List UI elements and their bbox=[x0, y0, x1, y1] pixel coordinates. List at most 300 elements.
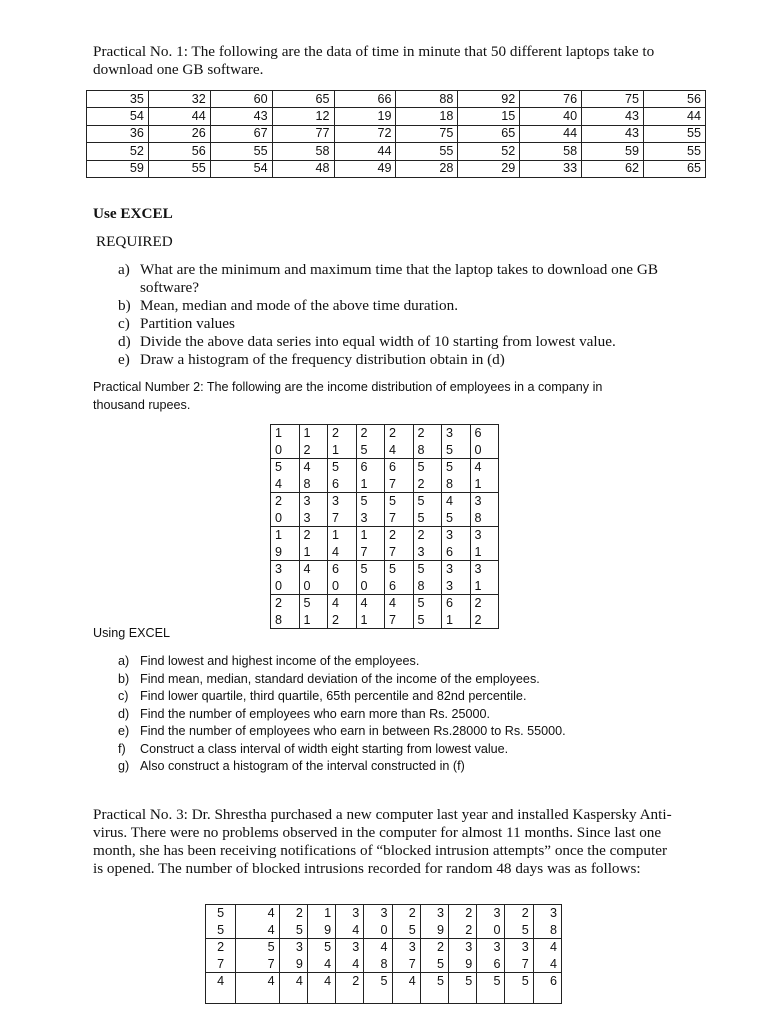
cell-digit: 1 bbox=[332, 528, 340, 542]
cell-digit: 2 bbox=[474, 612, 482, 627]
cell-digit: 2 bbox=[389, 426, 397, 440]
cell-digit: 1 bbox=[474, 476, 482, 491]
cell-digit: 3 bbox=[437, 906, 445, 920]
cell-digit: 5 bbox=[267, 940, 275, 954]
table-row bbox=[87, 108, 706, 125]
question-item bbox=[118, 351, 678, 369]
table-cell: 76 bbox=[520, 91, 582, 108]
table-cell: 36 bbox=[87, 125, 149, 142]
cell-digit: 2 bbox=[417, 528, 425, 542]
cell-digit: 7 bbox=[389, 612, 397, 627]
cell-digit: 2 bbox=[465, 906, 473, 920]
table-cell bbox=[392, 939, 420, 973]
table-cell bbox=[206, 973, 236, 1004]
practical-1-questions bbox=[118, 261, 678, 369]
cell-digit: 6 bbox=[332, 476, 340, 491]
table-cell bbox=[279, 973, 307, 1004]
cell-digit: 5 bbox=[446, 510, 454, 525]
cell-digit: 3 bbox=[549, 906, 557, 920]
table-cell bbox=[356, 459, 385, 493]
table-row bbox=[271, 527, 499, 561]
question-text: Find lower quartile, third quartile, 65th percentile and 82nd percentile. bbox=[140, 689, 527, 703]
practical-1-text: : The following are the data of time in minute that 50 different laptops take to download one GB software. bbox=[93, 43, 655, 78]
table-cell: 65 bbox=[272, 91, 334, 108]
table-cell: 55 bbox=[644, 143, 706, 160]
cell-digit: 6 bbox=[474, 426, 482, 440]
table-cell bbox=[385, 493, 414, 527]
table-cell: 66 bbox=[334, 91, 396, 108]
table-row bbox=[271, 493, 499, 527]
cell-digit: 5 bbox=[417, 510, 425, 525]
table-cell bbox=[299, 595, 328, 629]
cell-digit: 7 bbox=[217, 956, 225, 971]
table-cell bbox=[442, 459, 471, 493]
table-row bbox=[271, 425, 499, 459]
cell-digit: 5 bbox=[417, 562, 425, 576]
table-cell: 15 bbox=[458, 108, 520, 125]
cell-digit: 2 bbox=[474, 596, 482, 610]
cell-digit: 1 bbox=[275, 426, 283, 440]
cell-digit: 2 bbox=[275, 596, 283, 610]
table-cell bbox=[413, 595, 442, 629]
table-cell: 32 bbox=[148, 91, 210, 108]
cell-digit: 4 bbox=[549, 940, 557, 954]
question-text: Draw a histogram of the frequency distribution obtain in (d) bbox=[140, 351, 505, 368]
table-cell bbox=[413, 493, 442, 527]
cell-digit: 8 bbox=[474, 510, 482, 525]
cell-digit: 3 bbox=[360, 510, 368, 525]
cell-digit: 7 bbox=[389, 510, 397, 525]
question-item bbox=[118, 333, 678, 351]
cell-digit: 1 bbox=[303, 612, 311, 627]
cell-digit: 4 bbox=[332, 596, 340, 610]
cell-digit: 6 bbox=[549, 974, 557, 988]
practical-3-text: Practical No. 3: Dr. Shrestha purchased a new computer last year and installed Kaspersky Anti-virus. There were no problems observed in the computer for almost 11 months. Since last one month, she has been receiving notifications of “blocked intrusion attempts” once the computer is opened. The number of blocked intrusions recorded for random 48 days was as follows: bbox=[93, 806, 672, 877]
cell-digit: 2 bbox=[303, 442, 311, 457]
table-cell bbox=[328, 459, 357, 493]
table-cell bbox=[477, 973, 505, 1004]
cell-digit: 4 bbox=[408, 974, 416, 988]
question-item bbox=[118, 723, 618, 741]
cell-digit: 5 bbox=[217, 906, 225, 920]
practical-1-heading: Practical No. 1 bbox=[93, 43, 184, 60]
table-cell bbox=[385, 527, 414, 561]
cell-digit: 3 bbox=[446, 578, 454, 593]
cell-digit: 7 bbox=[389, 476, 397, 491]
cell-digit: 4 bbox=[332, 544, 340, 559]
cell-digit: 0 bbox=[474, 442, 482, 457]
table-cell: 54 bbox=[87, 108, 149, 125]
question-text: Mean, median and mode of the above time duration. bbox=[140, 297, 458, 314]
question-item bbox=[118, 741, 618, 759]
table-cell: 65 bbox=[644, 160, 706, 177]
cell-digit: 2 bbox=[303, 528, 311, 542]
table-cell: 62 bbox=[582, 160, 644, 177]
cell-digit: 1 bbox=[360, 612, 368, 627]
table-cell: 12 bbox=[272, 108, 334, 125]
question-item bbox=[118, 671, 618, 689]
table-cell: 55 bbox=[644, 125, 706, 142]
table-cell bbox=[385, 561, 414, 595]
using-excel-heading: Using EXCEL bbox=[93, 626, 170, 640]
cell-digit: 0 bbox=[332, 578, 340, 593]
table-row bbox=[271, 595, 499, 629]
table-cell: 44 bbox=[334, 143, 396, 160]
question-text: Construct a class interval of width eight starting from lowest value. bbox=[140, 741, 509, 756]
table-cell: 77 bbox=[272, 125, 334, 142]
cell-digit: 4 bbox=[295, 974, 303, 988]
cell-digit: 9 bbox=[275, 544, 283, 559]
cell-digit: 7 bbox=[332, 510, 340, 525]
question-text: Find mean, median, standard deviation of the income of the employees. bbox=[140, 671, 540, 686]
cell-digit: 4 bbox=[324, 956, 332, 971]
cell-digit: 9 bbox=[324, 922, 332, 937]
cell-digit: 2 bbox=[437, 940, 445, 954]
table-cell: 56 bbox=[148, 143, 210, 160]
cell-digit: 1 bbox=[303, 426, 311, 440]
cell-digit: 3 bbox=[275, 562, 283, 576]
cell-digit: 1 bbox=[332, 442, 340, 457]
cell-digit: 2 bbox=[217, 940, 225, 954]
table-cell bbox=[299, 459, 328, 493]
table-cell bbox=[449, 905, 477, 939]
question-label: c) bbox=[118, 315, 130, 332]
cell-digit: 4 bbox=[389, 596, 397, 610]
cell-digit: 5 bbox=[446, 442, 454, 457]
cell-digit: 5 bbox=[493, 974, 501, 988]
table-cell bbox=[307, 973, 335, 1004]
cell-digit: 4 bbox=[324, 974, 332, 988]
cell-digit: 5 bbox=[417, 494, 425, 508]
table-cell: 88 bbox=[396, 91, 458, 108]
table-cell: 75 bbox=[582, 91, 644, 108]
table-row bbox=[87, 143, 706, 160]
cell-digit: 3 bbox=[474, 494, 482, 508]
cell-digit: 3 bbox=[408, 940, 416, 954]
table-cell bbox=[470, 459, 499, 493]
question-text: Partition values bbox=[140, 315, 235, 332]
cell-digit: 6 bbox=[493, 956, 501, 971]
table-row bbox=[206, 973, 562, 1004]
table-row bbox=[271, 561, 499, 595]
cell-digit: 5 bbox=[521, 922, 529, 937]
cell-digit: 4 bbox=[360, 596, 368, 610]
table-cell bbox=[364, 939, 392, 973]
cell-digit: 9 bbox=[437, 922, 445, 937]
cell-digit: 4 bbox=[217, 974, 225, 988]
cell-digit: 3 bbox=[303, 494, 311, 508]
table-cell bbox=[271, 527, 300, 561]
table-cell bbox=[328, 527, 357, 561]
cell-digit: 4 bbox=[389, 442, 397, 457]
table-cell bbox=[392, 905, 420, 939]
table-cell bbox=[336, 905, 364, 939]
table-cell bbox=[236, 905, 279, 939]
table-cell bbox=[279, 939, 307, 973]
table-cell bbox=[356, 527, 385, 561]
cell-digit: 5 bbox=[465, 974, 473, 988]
cell-digit: 9 bbox=[465, 956, 473, 971]
table-row bbox=[87, 91, 706, 108]
table-cell bbox=[477, 905, 505, 939]
table-cell bbox=[442, 561, 471, 595]
question-item bbox=[118, 315, 678, 333]
question-label: b) bbox=[118, 671, 130, 686]
table-cell: 44 bbox=[644, 108, 706, 125]
question-item bbox=[118, 297, 678, 315]
cell-digit: 5 bbox=[360, 442, 368, 457]
table-cell bbox=[206, 905, 236, 939]
question-label: g) bbox=[118, 759, 130, 773]
cell-digit: 5 bbox=[295, 922, 303, 937]
table-cell bbox=[470, 527, 499, 561]
table-cell bbox=[442, 493, 471, 527]
table-cell bbox=[364, 973, 392, 1004]
cell-digit: 5 bbox=[217, 922, 225, 937]
table-cell: 26 bbox=[148, 125, 210, 142]
table-cell bbox=[336, 973, 364, 1004]
cell-digit: 4 bbox=[352, 956, 360, 971]
cell-digit: 3 bbox=[295, 940, 303, 954]
cell-digit: 6 bbox=[389, 460, 397, 474]
cell-digit: 6 bbox=[360, 460, 368, 474]
table-cell: 29 bbox=[458, 160, 520, 177]
table-cell bbox=[413, 425, 442, 459]
table-cell bbox=[470, 561, 499, 595]
cell-digit: 3 bbox=[474, 528, 482, 542]
cell-digit: 3 bbox=[474, 562, 482, 576]
cell-digit: 0 bbox=[380, 922, 388, 937]
cell-digit: 4 bbox=[303, 460, 311, 474]
table-cell: 52 bbox=[458, 143, 520, 160]
table-cell bbox=[413, 527, 442, 561]
table-cell bbox=[279, 905, 307, 939]
cell-digit: 8 bbox=[549, 922, 557, 937]
table-cell bbox=[271, 561, 300, 595]
table-cell: 92 bbox=[458, 91, 520, 108]
table-cell bbox=[470, 595, 499, 629]
table-cell: 67 bbox=[210, 125, 272, 142]
practical-2-text: Practical Number 2: The following are the income distribution of employees in a company in thousand rupees. bbox=[93, 380, 603, 412]
table-cell bbox=[505, 939, 533, 973]
cell-digit: 7 bbox=[521, 956, 529, 971]
question-label: b) bbox=[118, 297, 131, 314]
table-cell: 18 bbox=[396, 108, 458, 125]
cell-digit: 2 bbox=[352, 974, 360, 988]
cell-digit: 5 bbox=[360, 562, 368, 576]
table-cell bbox=[385, 459, 414, 493]
cell-digit: 2 bbox=[360, 426, 368, 440]
cell-digit: 1 bbox=[474, 578, 482, 593]
cell-digit: 0 bbox=[303, 578, 311, 593]
table-cell bbox=[328, 425, 357, 459]
table-cell: 72 bbox=[334, 125, 396, 142]
cell-digit: 3 bbox=[332, 494, 340, 508]
question-item bbox=[118, 758, 618, 776]
table-cell bbox=[271, 595, 300, 629]
table-cell bbox=[442, 595, 471, 629]
cell-digit: 5 bbox=[275, 460, 283, 474]
question-item bbox=[118, 688, 618, 706]
cell-digit: 4 bbox=[380, 940, 388, 954]
table-cell bbox=[328, 561, 357, 595]
table-cell: 49 bbox=[334, 160, 396, 177]
cell-digit: 8 bbox=[417, 442, 425, 457]
practical-2-questions bbox=[118, 653, 618, 776]
cell-digit: 3 bbox=[446, 562, 454, 576]
blocked-intrusions-table bbox=[205, 904, 562, 1004]
cell-digit: 5 bbox=[417, 612, 425, 627]
table-cell: 58 bbox=[272, 143, 334, 160]
cell-digit: 0 bbox=[493, 922, 501, 937]
table-cell: 52 bbox=[87, 143, 149, 160]
table-cell bbox=[328, 493, 357, 527]
question-item bbox=[118, 261, 678, 297]
table-cell bbox=[356, 561, 385, 595]
table-cell: 55 bbox=[148, 160, 210, 177]
question-text: Also construct a histogram of the interval constructed in (f) bbox=[140, 759, 465, 773]
table-cell: 59 bbox=[87, 160, 149, 177]
table-cell bbox=[392, 973, 420, 1004]
table-cell: 43 bbox=[582, 125, 644, 142]
cell-digit: 4 bbox=[275, 476, 283, 491]
practical-1-intro bbox=[93, 43, 693, 79]
cell-digit: 2 bbox=[332, 612, 340, 627]
cell-digit: 1 bbox=[324, 906, 332, 920]
cell-digit: 2 bbox=[417, 476, 425, 491]
cell-digit: 5 bbox=[437, 956, 445, 971]
cell-digit: 6 bbox=[332, 562, 340, 576]
cell-digit: 7 bbox=[267, 956, 275, 971]
use-excel-heading: Use EXCEL bbox=[93, 205, 173, 222]
table-cell bbox=[449, 973, 477, 1004]
table-cell bbox=[328, 595, 357, 629]
cell-digit: 1 bbox=[474, 544, 482, 559]
question-text: Find the number of employees who earn more than Rs. 25000. bbox=[140, 706, 491, 721]
table-row bbox=[206, 939, 562, 973]
table-cell bbox=[299, 493, 328, 527]
table-cell: 35 bbox=[87, 91, 149, 108]
table-cell bbox=[533, 939, 561, 973]
cell-digit: 6 bbox=[389, 578, 397, 593]
cell-digit: 2 bbox=[332, 426, 340, 440]
cell-digit: 1 bbox=[303, 544, 311, 559]
table-cell bbox=[420, 905, 448, 939]
cell-digit: 3 bbox=[493, 940, 501, 954]
table-cell: 43 bbox=[210, 108, 272, 125]
cell-digit: 3 bbox=[352, 906, 360, 920]
table-cell bbox=[356, 493, 385, 527]
cell-digit: 1 bbox=[446, 612, 454, 627]
table-cell: 40 bbox=[520, 108, 582, 125]
table-cell: 75 bbox=[396, 125, 458, 142]
cell-digit: 3 bbox=[446, 426, 454, 440]
cell-digit: 9 bbox=[295, 956, 303, 971]
cell-digit: 3 bbox=[521, 940, 529, 954]
cell-digit: 2 bbox=[389, 528, 397, 542]
question-label: e) bbox=[118, 724, 130, 738]
cell-digit: 2 bbox=[295, 906, 303, 920]
cell-digit: 6 bbox=[446, 596, 454, 610]
cell-digit: 0 bbox=[275, 510, 283, 525]
question-label: a) bbox=[118, 654, 130, 668]
cell-digit: 3 bbox=[446, 528, 454, 542]
question-label: d) bbox=[118, 706, 130, 721]
table-cell bbox=[236, 939, 279, 973]
cell-digit: 4 bbox=[267, 906, 275, 920]
question-text: Find the number of employees who earn in between Rs.28000 to Rs. 55000. bbox=[140, 724, 566, 738]
cell-digit: 2 bbox=[408, 906, 416, 920]
question-label: f) bbox=[118, 741, 126, 756]
cell-digit: 5 bbox=[521, 974, 529, 988]
cell-digit: 3 bbox=[465, 940, 473, 954]
cell-digit: 4 bbox=[474, 460, 482, 474]
cell-digit: 5 bbox=[360, 494, 368, 508]
table-cell: 65 bbox=[458, 125, 520, 142]
cell-digit: 8 bbox=[275, 612, 283, 627]
question-label: c) bbox=[118, 689, 129, 703]
cell-digit: 4 bbox=[549, 956, 557, 971]
table-cell bbox=[236, 973, 279, 1004]
table-cell: 54 bbox=[210, 160, 272, 177]
cell-digit: 5 bbox=[437, 974, 445, 988]
table-cell bbox=[385, 425, 414, 459]
cell-digit: 8 bbox=[417, 578, 425, 593]
table-cell bbox=[413, 459, 442, 493]
cell-digit: 5 bbox=[389, 494, 397, 508]
table-cell bbox=[385, 595, 414, 629]
cell-digit: 3 bbox=[352, 940, 360, 954]
table-cell bbox=[470, 493, 499, 527]
cell-digit: 5 bbox=[417, 596, 425, 610]
cell-digit: 4 bbox=[446, 494, 454, 508]
table-cell bbox=[442, 425, 471, 459]
cell-digit: 0 bbox=[360, 578, 368, 593]
cell-digit: 2 bbox=[417, 426, 425, 440]
cell-digit: 2 bbox=[465, 922, 473, 937]
table-cell bbox=[533, 973, 561, 1004]
cell-digit: 2 bbox=[521, 906, 529, 920]
table-cell: 55 bbox=[396, 143, 458, 160]
cell-digit: 3 bbox=[417, 544, 425, 559]
cell-digit: 7 bbox=[389, 544, 397, 559]
table-cell bbox=[442, 527, 471, 561]
table-cell bbox=[356, 595, 385, 629]
table-cell bbox=[307, 939, 335, 973]
question-text: Find lowest and highest income of the employees. bbox=[140, 654, 420, 668]
question-item bbox=[118, 653, 618, 671]
question-text: What are the minimum and maximum time that the laptop takes to download one GB software? bbox=[140, 261, 658, 296]
table-cell: 44 bbox=[148, 108, 210, 125]
table-cell bbox=[206, 939, 236, 973]
table-cell bbox=[505, 973, 533, 1004]
cell-digit: 0 bbox=[275, 578, 283, 593]
cell-digit: 1 bbox=[360, 476, 368, 491]
cell-digit: 8 bbox=[380, 956, 388, 971]
question-item bbox=[118, 706, 618, 724]
cell-digit: 7 bbox=[408, 956, 416, 971]
cell-digit: 5 bbox=[389, 562, 397, 576]
table-cell: 59 bbox=[582, 143, 644, 160]
table-cell bbox=[364, 905, 392, 939]
table-cell bbox=[299, 561, 328, 595]
cell-digit: 3 bbox=[493, 906, 501, 920]
table-cell bbox=[477, 939, 505, 973]
cell-digit: 5 bbox=[332, 460, 340, 474]
income-distribution-table bbox=[270, 424, 499, 629]
table-cell bbox=[420, 939, 448, 973]
cell-digit: 3 bbox=[380, 906, 388, 920]
